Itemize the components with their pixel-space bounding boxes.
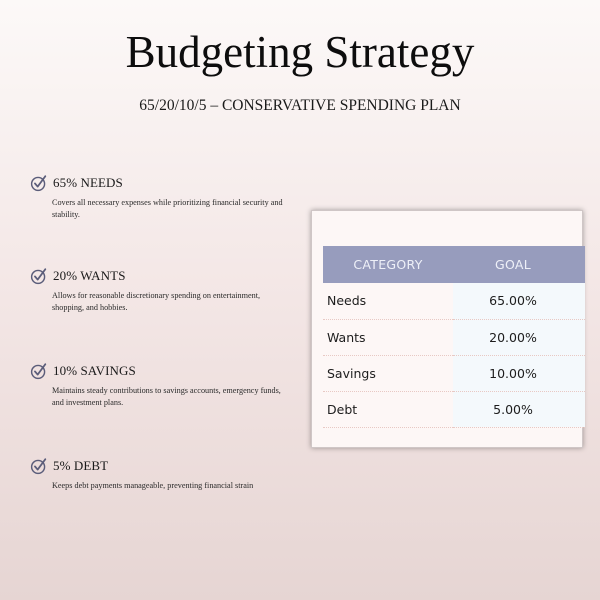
list-item-wants	[30, 266, 290, 314]
budget-table-card	[311, 210, 583, 448]
budget-table	[323, 246, 585, 428]
list-item-savings	[30, 361, 290, 409]
page-subtitle: 65/20/10/5 – CONSERVATIVE SPENDING PLAN	[139, 97, 461, 114]
item-description: Covers all necessary expenses while prioritizing financial security and stability.	[52, 198, 283, 219]
column-header-goal: GOAL	[453, 246, 585, 283]
goal-cell: 5.00%	[453, 391, 585, 427]
table-row	[323, 319, 585, 355]
table-row	[323, 283, 585, 319]
item-title: 65% NEEDS	[53, 175, 123, 190]
list-item-debt	[30, 456, 290, 492]
goal-cell: 20.00%	[453, 319, 585, 355]
goal-cell: 65.00%	[453, 283, 585, 319]
item-title: 20% WANTS	[53, 268, 126, 283]
check-circle-icon	[30, 362, 48, 380]
table-header-row	[323, 246, 585, 283]
list-item-needs	[30, 173, 290, 221]
item-description: Allows for reasonable discretionary spending on entertainment, shopping, and hobbies.	[52, 291, 261, 312]
category-cell: Wants	[323, 319, 453, 355]
check-circle-icon	[30, 267, 48, 285]
check-circle-icon	[30, 457, 48, 475]
table-row	[323, 355, 585, 391]
table-row	[323, 391, 585, 427]
category-cell: Debt	[323, 391, 453, 427]
item-description: Keeps debt payments manageable, preventing financial strain	[52, 481, 254, 490]
category-cell: Needs	[323, 283, 453, 319]
item-description: Maintains steady contributions to savings accounts, emergency funds, and investment plans.	[52, 386, 281, 407]
goal-cell: 10.00%	[453, 355, 585, 391]
item-title: 10% SAVINGS	[53, 363, 136, 378]
category-cell: Savings	[323, 355, 453, 391]
item-title: 5% DEBT	[53, 458, 109, 473]
check-circle-icon	[30, 174, 48, 192]
page-title: Budgeting Strategy	[125, 27, 475, 77]
column-header-category: CATEGORY	[323, 246, 453, 283]
